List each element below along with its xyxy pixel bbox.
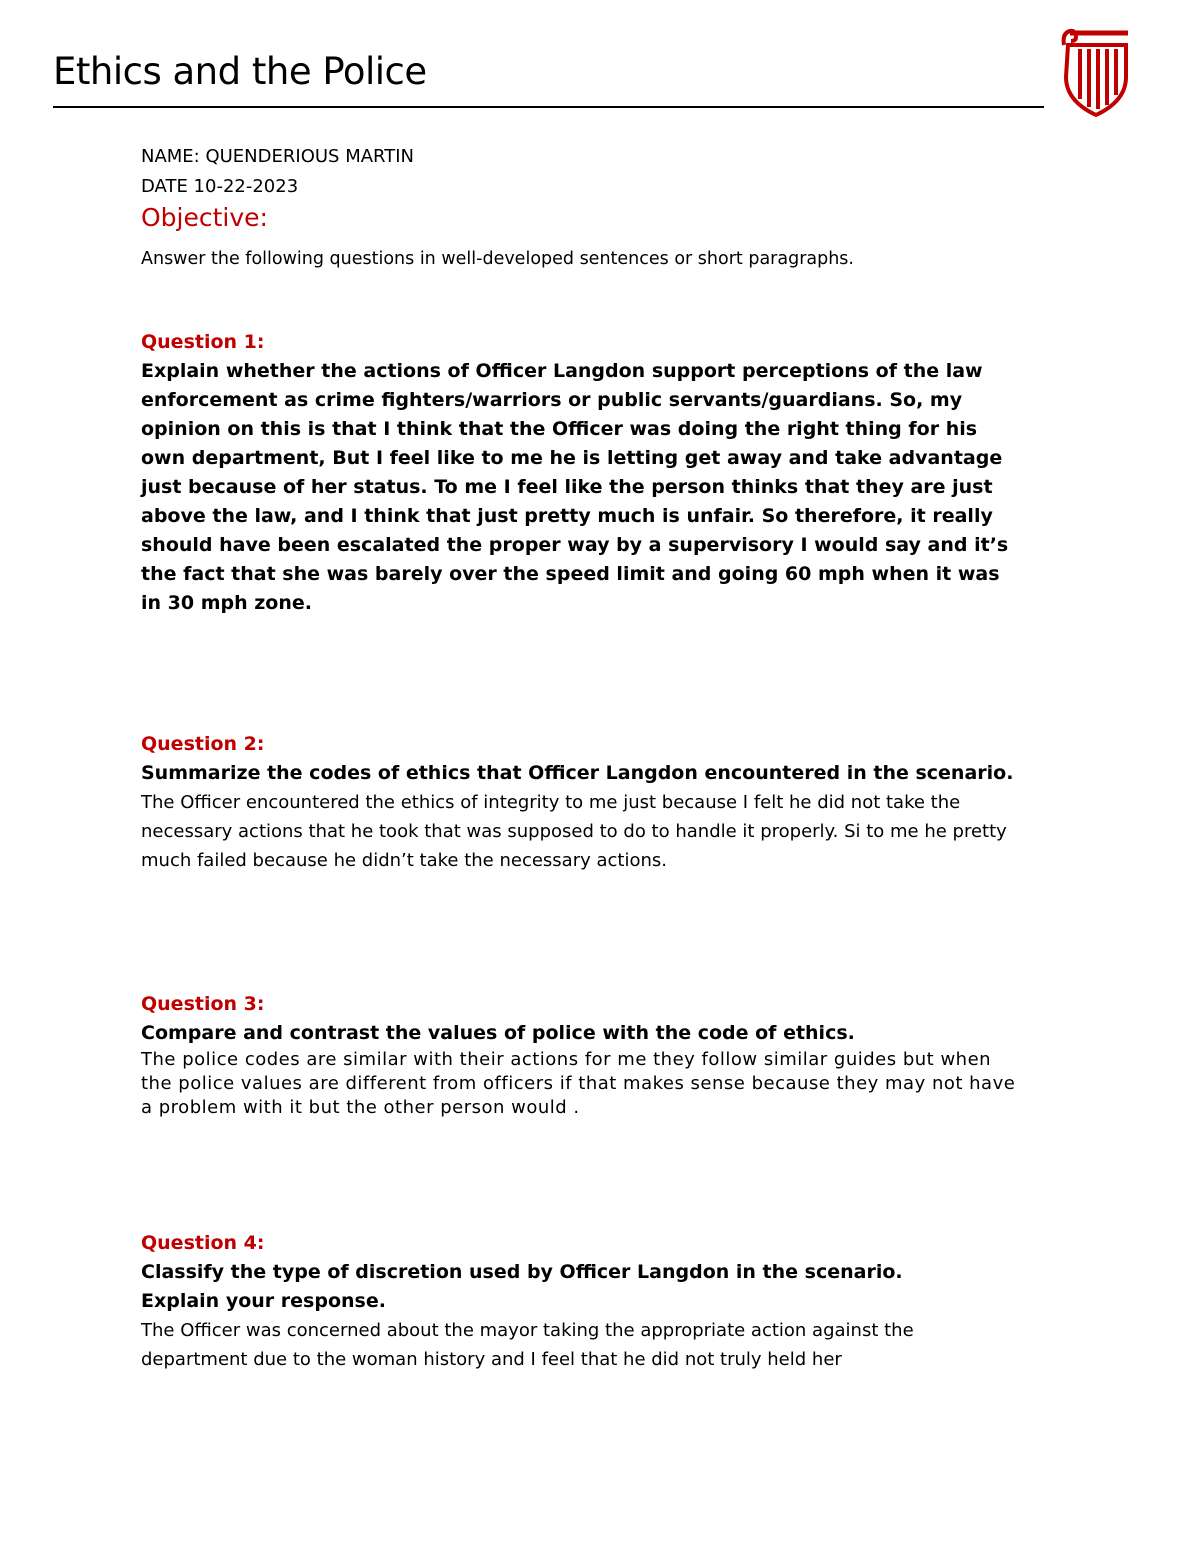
question-3-prompt: Compare and contrast the values of police with the code of ethics.: [141, 1022, 855, 1044]
question-3-label: Question 3:: [141, 993, 265, 1015]
question-4-label: Question 4:: [141, 1232, 265, 1254]
column-shield-logo-icon: [1060, 25, 1132, 117]
question-1-prompt: Explain whether the actions of Officer Langdon support perceptions of the law enforcement as crime fighters/warriors or public servants/guardians. So, my opinion on this is that I think that the Officer was doing the right thing for his own department, But I feel like to me he is letting get away and take advantage just because of her status. To me I feel like the person thinks that they are just above the law, and I think that just pretty much is unfair. So therefore, it really should have been escalated the proper way by a supervisory I would say and it’s the fact that she was barely over the speed limit and going 60 mph when it was in 30 mph zone.: [141, 360, 1009, 614]
document-title: Ethics and the Police: [53, 50, 427, 93]
question-2-answer: The Officer encountered the ethics of integrity to me just because I felt he did not take the necessary actions that he took that was supposed to do to handle it properly. Si to me he pretty much failed because he didn’t take the necessary actions.: [141, 792, 1007, 871]
objective-heading: Objective:: [141, 203, 268, 232]
question-1-label: Question 1:: [141, 331, 265, 353]
question-1-block: [141, 328, 1026, 618]
question-2-prompt: Summarize the codes of ethics that Officer Langdon encountered in the scenario.: [141, 762, 1014, 784]
question-3-block: [141, 990, 1021, 1120]
objective-text: Answer the following questions in well-developed sentences or short paragraphs.: [141, 249, 854, 269]
header-divider: [53, 106, 1044, 108]
question-3-answer: The police codes are similar with their actions for me they follow similar guides but when the police values are different from officers if that makes sense because they may not have a problem with it but the other person would .: [141, 1049, 1016, 1118]
question-4-answer: The Officer was concerned about the mayor taking the appropriate action against the department due to the woman history and I feel that he did not truly held her: [141, 1320, 914, 1370]
submission-date: DATE 10-22-2023: [141, 176, 299, 197]
question-4-prompt: Classify the type of discretion used by Officer Langdon in the scenario. Explain your response.: [141, 1261, 903, 1312]
question-2-block: [141, 730, 1021, 875]
student-name: NAME: QUENDERIOUS MARTIN: [141, 146, 414, 167]
question-4-block: [141, 1229, 971, 1374]
question-2-label: Question 2:: [141, 733, 265, 755]
